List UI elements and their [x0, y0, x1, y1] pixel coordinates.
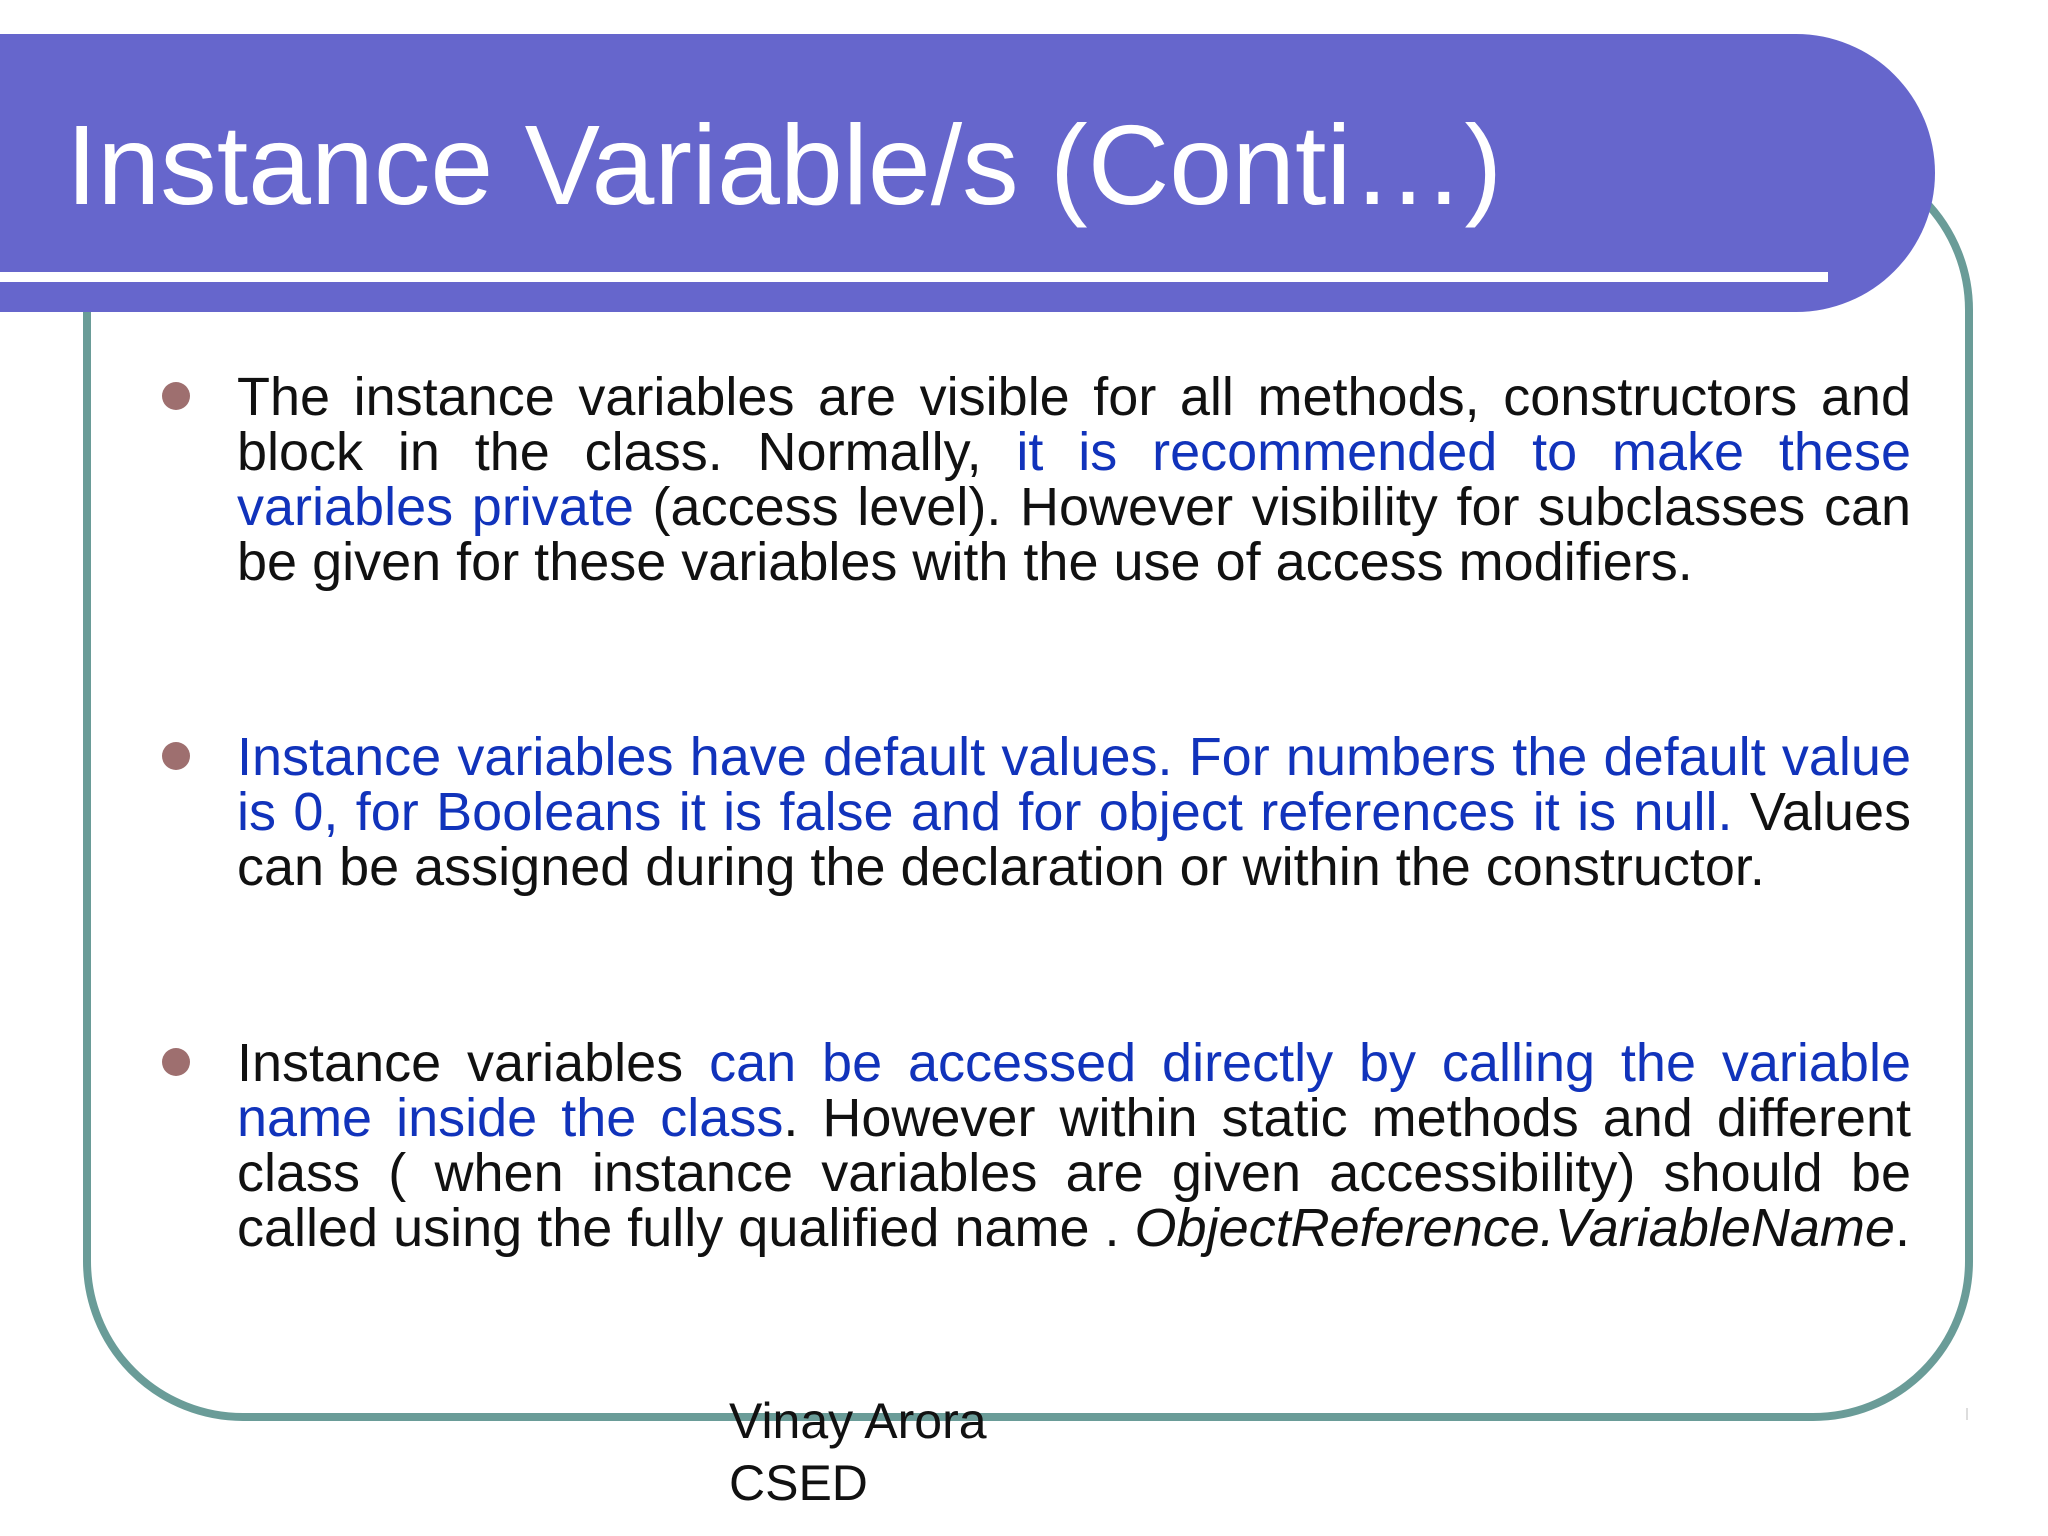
bullet-dot-icon: [162, 382, 190, 410]
bullet-dot-icon: [162, 742, 190, 770]
bullet-segment-italic: ObjectReference.VariableName: [1134, 1198, 1895, 1258]
bullet-segment-highlight: Instance variables have default values. For numbers the default value is 0, for Booleans it is false and for object references it is null.: [237, 727, 1911, 842]
bullet-segment-highlight: it is recommended to make these variables private: [237, 422, 1911, 537]
bullet-segment: Instance variables: [237, 1033, 710, 1093]
bullet-item: [237, 367, 1912, 592]
bullet-segment: .: [1894, 1198, 1910, 1258]
footer-department: CSED: [729, 1455, 868, 1511]
bullet-segment: . However within static methods and different class ( when instance variables are given accessibility) should be called using the fully qualified name .: [237, 1088, 1911, 1258]
bullet-text: [237, 367, 1912, 592]
bullet-segment: The instance variables are visible for all methods, constructors and block in the class. Normally,: [237, 367, 1911, 482]
bullet-segment: (access level). However visibility for subclasses can be given for these variables with the use of access modifiers.: [237, 477, 1912, 592]
bullet-segment-highlight: can be accessed directly by calling the variable name inside the class: [237, 1033, 1911, 1148]
bullet-dot-icon: [162, 1048, 190, 1076]
slide-footer: [729, 1390, 987, 1514]
bullet-segment: Values can be assigned during the declaration or within the constructor.: [237, 782, 1911, 897]
bullet-text: [237, 727, 1911, 897]
slide-title: Instance Variable/s (Conti…): [66, 102, 1503, 228]
bullet-text: [237, 1033, 1911, 1258]
footer-author: Vinay Arora: [729, 1393, 987, 1449]
bullet-item: [237, 727, 1911, 897]
slide-marker: [1966, 1408, 1968, 1420]
bullet-item: [237, 1033, 1911, 1258]
